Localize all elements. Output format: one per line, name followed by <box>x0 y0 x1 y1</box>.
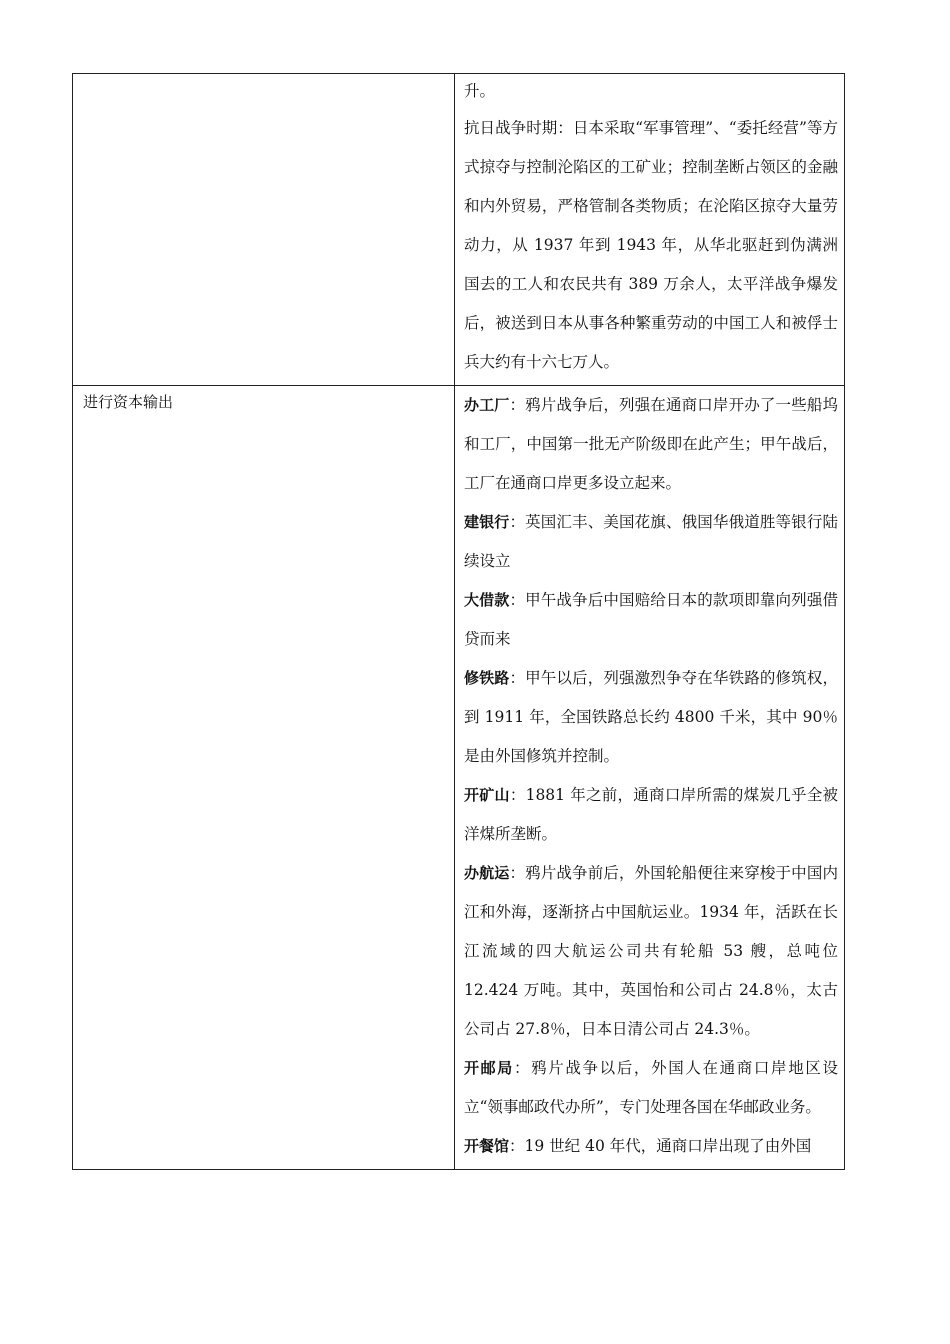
paragraph-heading: 建银行 <box>464 513 510 531</box>
right-cell <box>455 74 845 386</box>
paragraph-restaurants: 开餐馆：19 世纪 40 年代，通商口岸出现了由外国 <box>464 1137 812 1155</box>
table-row <box>73 74 845 386</box>
right-cell <box>455 386 845 1170</box>
row-topic <box>73 74 454 82</box>
left-cell <box>73 74 455 386</box>
paragraph-loans: 大借款：甲午战争后中国赔给日本的款项即靠向列强借贷而来 <box>464 591 838 648</box>
paragraph-heading: 办工厂 <box>464 396 510 414</box>
content-table <box>72 73 845 1170</box>
paragraph-mines: 开矿山：1881 年之前，通商口岸所需的煤炭几乎全被洋煤所垄断。 <box>464 786 838 843</box>
paragraph-shipping: 办航运：鸦片战争前后，外国轮船便往来穿梭于中国内江和外海，逐渐挤占中国航运业。1934 年，活跃在长江流域的四大航运公司共有轮船 53 艘，总吨位 12.424 万吨。其中，英国怡和公司占 24.8％，太古公司占 27.8％，日本日清公司占 24.3％。 <box>464 864 838 1038</box>
paragraph-heading: 开矿山 <box>464 786 510 804</box>
paragraph-heading: 办航运 <box>464 864 510 882</box>
paragraph-railways: 修铁路：甲午以后，列强激烈争夺在华铁路的修筑权，到 1911 年，全国铁路总长约 4800 千米，其中 90％是由外国修筑并控制。 <box>464 669 838 765</box>
paragraph: 抗日战争时期：日本采取“军事管理”、“委托经营”等方式掠夺与控制沦陷区的工矿业；控制垄断占领区的金融和内外贸易，严格管制各类物质；在沦陷区掠夺大量劳动力，从 1937 年到 1943 年，从华北驱赶到伪满洲国去的工人和农民共有 389 万余人，太平洋战争爆发后，被送到日本从事各种繁重劳动的中国工人和被俘士兵大约有十六七万人。 <box>464 119 838 371</box>
paragraph-heading: 开邮局 <box>464 1059 514 1077</box>
paragraph-factories: 办工厂：鸦片战争后，列强在通商口岸开办了一些船坞和工厂，中国第一批无产阶级即在此产生；甲午战后，工厂在通商口岸更多设立起来。 <box>464 396 838 492</box>
left-cell <box>73 386 455 1170</box>
paragraph-heading: 大借款 <box>464 591 510 609</box>
row-topic: 进行资本输出 <box>83 393 174 411</box>
paragraph-post: 开邮局：鸦片战争以后，外国人在通商口岸地区设立“领事邮政代办所”，专门处理各国在华邮政业务。 <box>464 1059 838 1116</box>
paragraph-heading: 修铁路 <box>464 669 510 687</box>
paragraph-banks: 建银行：英国汇丰、美国花旗、俄国华俄道胜等银行陆续设立 <box>464 513 838 570</box>
paragraph: 升。 <box>464 82 496 100</box>
table-row <box>73 386 845 1170</box>
paragraph-heading: 开餐馆 <box>464 1137 510 1155</box>
